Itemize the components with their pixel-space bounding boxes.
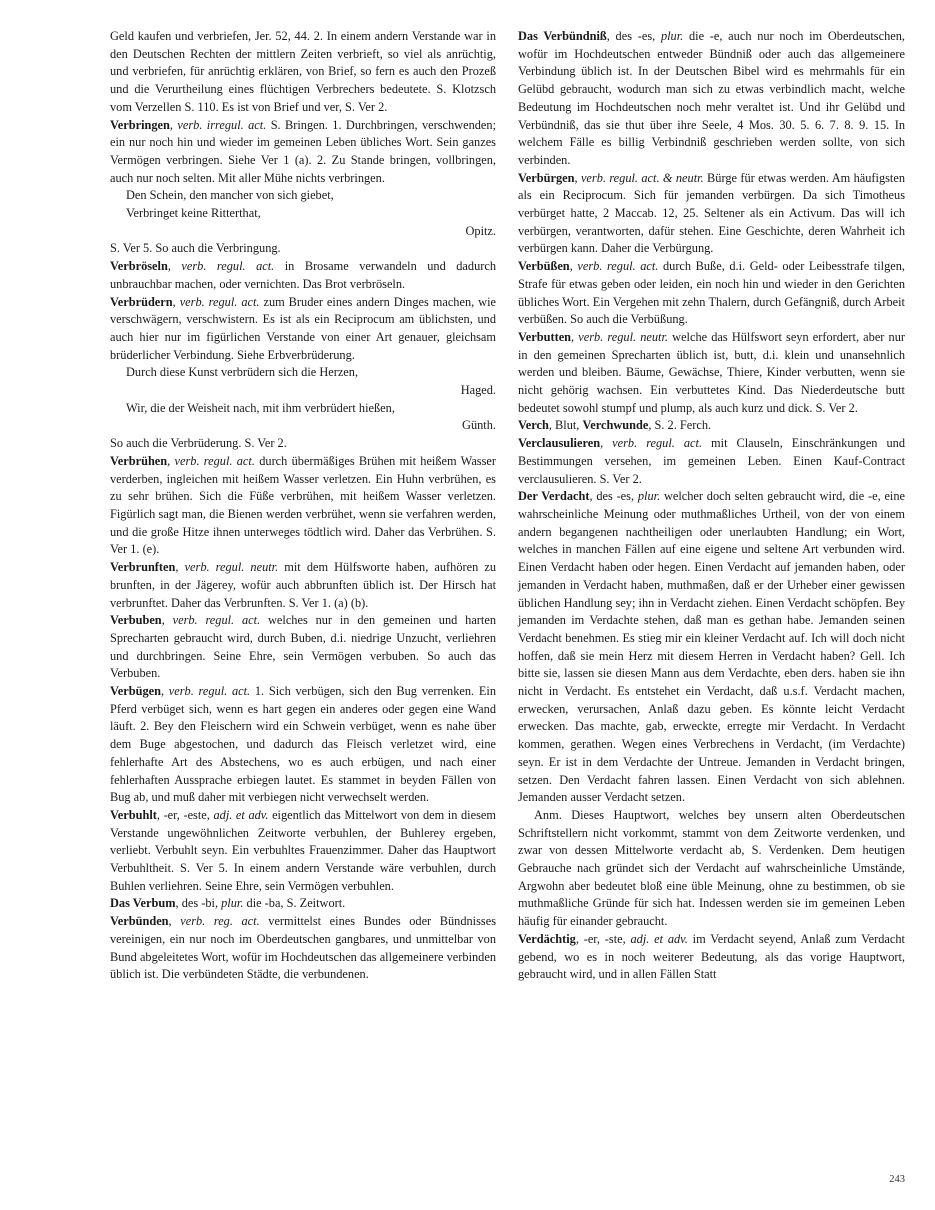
entry-note: So auch die Verbrüderung. S. Ver 2. — [110, 436, 287, 451]
headword: Verbringen — [110, 117, 170, 132]
entry-verbringen: Verbringen, verb. irregul. act. S. Bringen. 1. Durchbringen, verschwenden; ein nur noch hin und wieder im gemeinen Leben übliches Wort. Sein ganzes Vermögen verbringen. Siehe Ver 1 (a). 2. Zu Stande bringen, vollbringen, auch nur noch selten. Mit aller Mühe nichts verbringen. — [110, 117, 496, 185]
quote-line: Wir, die der Weisheit nach, mit ihm verbrüdert hießen, — [126, 400, 395, 415]
entry-verbuendniss: Das Verbündniß, des -es, plur. die -e, auch nur noch im Oberdeutschen, wofür im Hochdeutschen entweder Bündniß oder auch das allgemeinere Verbindung üblich ist. In der Deutschen Bibel wird es mehrmahls für ein Gelübd gebraucht, wodurch man sich zu etwas verbindlich macht, welche Bedeutung im Hochdeutschen noch mehr veraltet ist. Und ihr Gelübd und Verbündniß, das sie thut über ihre Seele, 4 Mos. 30. 5. 6. 7. 8. 9. 15. In welchem Fälle es billig Verbindniß geschrieben werden sollte, von sich verbinden. — [518, 29, 905, 167]
left-column — [110, 28, 496, 984]
grammar-label: verb. regul. act. — [181, 259, 275, 274]
entry-verdacht: Der Verdacht, des -es, plur. welcher doch selten gebraucht wird, die -e, eine wahrscheinliche Meinung oder muthmaßliches Urtheil, von der von einem andern begangenen nachtheiligen oder unerlaubten Handlung; ein Wort, welches in manchen Fällen auf eine eigene und seltene Art verbunden wird. Einen Verdacht haben oder hegen. Einen Verdacht auf jemanden haben, oder jemanden in Verdacht haben, muthmaßen, daß er der Urheber einer gewissen üblichen Handlung sey; ihn in Verdacht ziehen. Einen Verdacht schöpfen. Bey jemanden im Verdachte stehen, daß man es gethan habe. Jemanden seinen Verdacht benehmen. Es stieg mir ein kleiner Verdacht auf. Ich will doch nicht hoffen, daß sie mein Herz mit diesem Herren in Verdacht haben? Gell. Ich bitte sie, lassen sie diesen Mann aus dem Verdachte, eben ders. haben sie ihn nicht in Verdacht. Es entstehet ein Verdacht, daß u.s.f. Verdacht machen, erwecken, verursachen, Anlaß dazu geben. Es könnte leicht Verdacht erwecken. Das machte, gab, erweckte, erregte mir Verdacht. In Verdacht kommen, gerathen. Wegen eines Verbrechens in Verdacht, (im Verdachte) seyn. Er ist in dem Verdachte der Untreue. Jemanden in Verdacht bringen, setzen. Den Verdacht fahren lassen. Einen Verdacht von sich ablehnen. Jemanden ausser Verdacht setzen. — [518, 489, 906, 805]
entry-verbuergen: Verbürgen, verb. regul. act. & neutr. Bürge für etwas werden. Am häufigsten als ein Reciprocum. Sich für jemanden verbürgen. Da sich Timotheus verbürget hatte, 2 Maccab. 12, 25. Seltener als ein Activum. Das will ich verbürgen, verantworten, dafür stehen. Eine Geschichte, deren Wahrheit ich verbürgen kann. Daher die Verbürgung. — [518, 170, 906, 256]
entry-verbum: Das Verbum, des -bi, plur. die -ba, S. Zeitwort. — [110, 896, 346, 911]
headword: Verdächtig — [518, 931, 576, 946]
entry-verbroeseln: Verbröseln, verb. regul. act. in Brosame verwandeln und dadurch unbrauchbar machen, oder vernichten. Das Brot verbröseln. — [110, 259, 497, 291]
grammar-label: verb. regul. act. — [179, 294, 260, 309]
headword: Verbrühen — [110, 453, 168, 468]
headword: Verbuben — [110, 613, 162, 628]
entry-verbrunften: Verbrunften, verb. regul. neutr. mit dem Hülfsworte haben, aufhören zu brunften, in der Jägerey, wofür auch abbrunften üblich ist. Der Hirsch hat verbrunftet. Daher das Verbrunften. S. Ver 1. (a) (b). — [110, 560, 496, 610]
grammar-label: verb. regul. act. — [172, 613, 261, 628]
grammar-label: verb. regul. act. — [612, 436, 703, 451]
headword: Der Verdacht — [518, 489, 590, 504]
grammar-label: verb. regul. act. — [168, 684, 251, 699]
quote-line: Verbringet keine Ritterthat, — [126, 206, 261, 221]
entry-verbuhlt: Verbuhlt, -er, -este, adj. et adv. eigentlich das Mittelwort von dem in diesem Verstande ungewöhnlichen Zeitworte verbuhlen, der Buhlerey ergeben, verliebt. Verbuhlt seyn. Ein verbuhltes Frauenzimmer. Daher das Hauptwort Verbuhltheit. S. Ver 5. In einem andern Verstande wäre verbuhlen, durch Buhlen verliehren. Seine Ehre, sein Vermögen verbuhlen. — [110, 807, 496, 893]
headword: Verbürgen — [518, 170, 575, 185]
quote-attribution: Haged. — [460, 383, 496, 398]
grammar-label: plur. — [221, 896, 244, 911]
entry-verbruedern: Verbrüdern, verb. regul. act. zum Bruder eines andern Dinges machen, wie verschwägern, verschwistern. Es ist als ein Reciprocum am üblichsten, und auch hier nur im figürlichen Verstande von einer Art genauer, gleichsam brüderlicher Verbindung. Siehe Erbverbrüderung. — [110, 294, 496, 362]
entry-verch: Verch, Blut, Verchwunde, S. 2. Ferch. — [518, 418, 712, 433]
headword: Verbügen — [110, 684, 161, 699]
entry-verbuben: Verbuben, verb. regul. act. welches nur in den gemeinen und harten Sprecharten gebraucht wird, durch Buben, d.i. niedrige Unzucht, verliehren und durchbringen. Seine Ehre, sein Vermögen verbuben. So auch das Verbuben. — [110, 613, 496, 681]
headword: Verchwunde — [582, 418, 649, 433]
quote-attribution: Günth. — [462, 418, 496, 433]
annotation-note: Anm. Dieses Hauptwort, welches bey unsern alten Oberdeutschen Schriftstellern nicht vorkommt, stammt von dem Zeitworte verdenken, und zwar von dessen Mittelworte verdacht ab, S. Verdenken. Dem heutigen Gebrauche nach gründet sich der Verdacht auf wahrscheinliche Umstände, Argwohn aber bedeutet bloß eine üble Meinung, ohne zu bestimmen, ob sie muthmaßliche Gründe für sich hat. Indessen werden sie im gemeinen Leben häufig für einander gebraucht. — [518, 807, 905, 929]
headword: Verbrunften — [110, 560, 176, 575]
entry-verbutten: Verbutten, verb. regul. neutr. welche das Hülfswort seyn erfordert, aber nur in den gemeinen Sprecharten üblich ist, butt, d.i. klein und unansehnlich werden und bleiben. Bäume, Gewächse, Thiere, Kinder verbutten, wenn sie nicht gehörig wachsen. Ein verbuttetes Kind. Das Niederdeutsche butt bedeutet sowohl stumpf und plump, als auch kurz und dick. S. Ver 2. — [518, 329, 905, 415]
grammar-label: verb. reg. act. — [180, 914, 260, 929]
entry-verbuessen: Verbüßen, verb. regul. act. durch Buße, d.i. Geld- oder Leibesstrafe tilgen, Strafe für etwas geben oder leiden, ein noch hin und wieder in den Gerichten übliches Wort. Ein Vergehen mit zehn Thalern, durch Gefängniß, durch Arbeit verbüßen. So auch die Verbüßung. — [518, 259, 905, 327]
headword: Verbüßen — [518, 259, 570, 274]
quote-line: Durch diese Kunst verbrüdern sich die Herzen, — [126, 365, 359, 380]
headword: Verclausulieren — [518, 436, 601, 451]
entry-verbuenden: Verbünden, verb. reg. act. vermittelst eines Bundes oder Bündnisses vereinigen, ein nur noch im Oberdeutschen gangbares, und unmittelbar von Bund abgeleitetes Wort, wofür im Hochdeutschen das allgemeinere verbinden üblich ist. Die verbündeten Städte, die verbundenen. — [110, 914, 496, 982]
grammar-label: verb. regul. act. — [577, 259, 659, 274]
grammar-label: verb. regul. act. — [174, 453, 255, 468]
headword: Verbrüdern — [110, 294, 173, 309]
grammar-label: verb. irregul. act. — [177, 117, 267, 132]
grammar-label: adj. et adv. — [630, 931, 688, 946]
grammar-label: verb. regul. neutr. — [184, 560, 279, 575]
grammar-label: plur. — [660, 29, 684, 43]
entry-verdaechtig: Verdächtig, -er, -ste, adj. et adv. im Verdacht seyend, Anlaß zum Verdacht gebend, wo es in noch weiterer Bedeutung, als das vorige Hauptwort, gebraucht wird, und in allen Fällen Statt — [518, 931, 905, 982]
right-column — [518, 28, 905, 984]
page-number: 243 — [889, 1174, 905, 1185]
entry-verbuegen: Verbügen, verb. regul. act. 1. Sich verbügen, sich den Bug verrenken. Ein Pferd verbüget sich, wenn es hart gegen ein anderes oder gegen eine Wand läuft. 2. Bey den Fleischern wird ein Schwein verbüget, wenn es nahe über dem Buge abgestochen, und dadurch das Fleisch verletzet wird, eine fehlerhafte Art des Abstechens, wo es auch erbügen, und nach einer fehlerhaften Aussprache erbiegen lautet. Es stammet in beyden Fällen von Bug ab, und muß daher mit verbiegen nicht verwechselt werden. — [110, 684, 496, 805]
grammar-label: adj. et adv. — [213, 807, 269, 822]
headword: Das Verbum — [110, 896, 176, 911]
entry-verbruehen: Verbrühen, verb. regul. act. durch übermäßiges Brühen mit heißem Wasser verderben, ingleichen mit heißem Wasser verletzen. Ein Huhn verbrühen, es zu sehr brühen. Sich die Füße verbrühen, mit heißem Wasser verletzen. Figürlich sagt man, die Bienen werden verbrühet, wenn sie verfahren werden, und die große Hitze ihnen unterweges tödtlich wird. Daher das Verbrühen. S. Ver 1. (e). — [110, 453, 496, 557]
quote-attribution: Opitz. — [465, 223, 496, 238]
headword: Verbutten — [518, 329, 572, 344]
entry-continuation: Geld kaufen und verbriefen, Jer. 52, 44. 2. In einem andern Verstande war in den Deutschen Rechten der mittlern Zeiten verbrieft, so viel als anrüchtig, und verbriefen, für anrüchtig erklären, von Brief, so fern es auch den Prozeß und die Verurtheilung eines flüchtigen Verbrechers bedeutete. S. Klotzsch vom Verzellen S. 110. Es ist von Brief und ver, S. Ver 2. — [110, 29, 496, 114]
grammar-label: verb. regul. neutr. — [578, 329, 669, 344]
grammar-label: plur. — [637, 489, 661, 504]
headword: Das Verbündniß — [518, 29, 607, 43]
entry-note: S. Ver 5. So auch die Verbringung. — [110, 241, 281, 256]
entry-verclausulieren: Verclausulieren, verb. regul. act. mit Clauseln, Einschränkungen und Bestimmungen versehen, im gemeinen Leben. Einen Kauf-Contract verclausulieren. S. Ver 2. — [518, 436, 905, 486]
headword: Verbünden — [110, 914, 169, 929]
quote-line: Den Schein, den mancher von sich giebet, — [126, 188, 334, 203]
headword: Verch — [518, 418, 549, 433]
headword: Verbuhlt — [110, 807, 157, 822]
grammar-label: verb. regul. act. & neutr. — [580, 170, 704, 185]
headword: Verbröseln — [110, 259, 168, 274]
